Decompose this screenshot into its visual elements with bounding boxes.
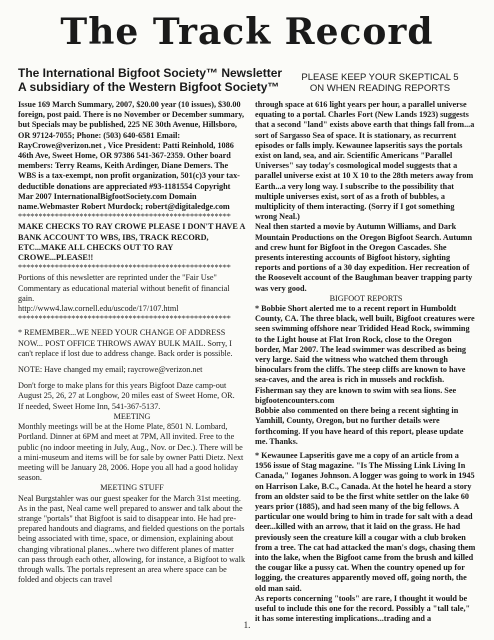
yamhill-report: Bobbie also commented on there being a recent sighting in Yamhill, County, Oregon, but no further details were forthcoming. If you have heard of this report, please update me. Thanks. <box>255 406 464 446</box>
fair-use-link[interactable]: http://www4.law.cornell.edu/uscode/17/107.html <box>18 304 179 314</box>
checks-notice: MAKE CHECKS TO RAY CROWE PLEASE I DON'T HAVE A BANK ACCOUNT TO WBS, IBS, TRACK RECORD, ETC...MAKE ALL CHECKS OUT TO RAY CROWE...PLEASE!! <box>18 222 245 263</box>
skeptic-line-1: PLEASE KEEP YOUR SKEPTICAL <box>301 72 454 83</box>
movie-paragraph: Neal then started a movie by Autumn Williams, and Dark Mountain Productions on the Oregon Bigfoot Search. Autumn and crew hunt for Bigfoot in the Oregon Cascades. She presents interesting accounts of Bigfoot history, sighting reports and portions of a 30 day expedition. Her recreation of the Roosevelt account of the Baughman beaver trapping party was very good. <box>255 222 473 293</box>
star-divider: **************************************************** <box>18 263 231 273</box>
address-change-notice: * REMEMBER...WE NEED YOUR CHANGE OF ADDRESS NOW... POST OFFICE THROWS AWAY BULK MAIL. Sorry, I can't replace if lost due to address change. Back order is possible. <box>18 328 233 358</box>
newsletter-subtitle: The International Bigfoot Society™ Newsletter <box>18 66 283 80</box>
meeting-heading: MEETING <box>113 411 151 421</box>
left-column <box>18 100 246 585</box>
page-number: 1. <box>243 620 251 630</box>
portal-discussion: through space at 616 light years per hour, a parallel universe equating to a portal. Charles Fort (New Lands 1923) suggests that a second "land" exists above earth that things fall from...a sort of Sargasso Sea of space. It is stationary, as recurrent episodes or falls imply. Kewaunee lapseritis says the portals exist on land, sea, and air. Scientific Americans "Parallel Universes" say today's cosmological model suggests that a parallel universe exist at 10 X 10 to the 28th meters away from Earth...a very long way. I subscribe to the possibility that multiple universes exist, sort of as a froth of bubbles, a multiplicity of them interacting. (Sorry if I got something wrong Neal.) <box>255 100 475 222</box>
issue-info: Issue 169 March Summary, 2007, $20.00 year (10 issues), $30.00 foreign, post paid. There is no November or December summary, but Specials may be published, 225 NE 30th Avenue, Hillsboro, OR 97124-7055; Phone: (503) 640-6581 Email: RayCrowe@verizon.net , Vice President: Patti Reinhold, 1086 46th Ave, Sweet Home, OR 97386 541-367-2359. Other board members: Terry Reams, Keith Ardinger, Diane Demers. The WBS is a tax-exempt, non profit organization, 501(c)3 your tax-deductible donations are appreciated #93-1181554 Copyright Mar 2007 InternationalBigfootSociety.com Domain name.Webmaster Robert Murdock; robert@digitaledge.com <box>18 100 245 212</box>
meeting-text: Monthly meetings will be at the Home Plate, 8501 N. Lombard, Portland. Dinner at 6PM and meet at 7PM, All invited. Free to the public (no indoor meeting in July, Aug., Nov. or Dec.). There will be a mini-museum and items will be for sale by owner Patti Dietz. Next meeting will be January 28, 2006. Hope you all had a good holiday season. <box>18 422 244 483</box>
skeptic-notice <box>290 72 470 94</box>
humboldt-report: * Bobbie Short alerted me to a recent report in Humboldt County, CA. The three black, well built, Bigfoot creatures were seen swimming offshore near Tridided Head Rock, swimming to the Light house at Flat Iron Rock, close to the Oregon border, Mar 2007. The lead swimmer was described as being very large. Said the witness who watched them through binoculars from the cliffs. The steep cliffs are known to have sea-caves, and the area is rich in mussels and rockfish. Fisherman say they are known to swim with sea lions. See bigfootencounters.com <box>255 304 475 405</box>
right-column <box>255 100 477 624</box>
lodging-note: If needed, Sweet Home Inn, 541-367-5137. <box>18 401 161 411</box>
meeting-stuff-text: Neal Burgstahler was our guest speaker for the March 31st meeting. As in the past, Neal came well prepared to answer and talk about the strange "portals" that Bigfoot is said to disappear into. He had pre-prepared handouts and diagrams, and fielded questions on the portals being associated with time, space, or dimension, explaining about changing vibrational planes...where two different planes of matter can pass through each other, allowing, for instance, a Bigfoot to walk through walls. The portals represent an area where space can be folded and objects can travel <box>18 493 246 585</box>
star-divider: **************************************************** <box>18 314 231 324</box>
skeptic-mark: 5 <box>453 72 459 83</box>
masthead-title: The Track Record <box>60 11 434 53</box>
fair-use-notice: Portions of this newsletter are reprinted under the "Fair Use" Commentary as educational material without benefit of financial gain. <box>18 273 230 303</box>
star-divider: **************************************************** <box>18 212 231 222</box>
tools-paragraph: As reports concerning "tools" are rare, I thought it would be useful to include this one for the record. Possibly a "tall tale," it has some interesting implications...trading and a <box>255 593 471 624</box>
email-change-note: NOTE: Have changed my email; raycrowe@verizon.net <box>18 365 203 375</box>
campout-notice: Don't forge to make plans for this years Bigfoot Daze camp-out August 25, 26, 27 at Longbow, 20 miles east of Sweet Home, OR. <box>18 381 235 401</box>
skeptic-line-2: ON WHEN READING REPORTS <box>309 83 451 94</box>
stag-magazine-report: * Kewaunee Lapseritis gave me a copy of an article from a 1956 issue of Stag magazine. "Is The Missing Link Living In Canada," Ioganes Johnson. A logger was going to work in 1945 on Harrison Lake, B.C., Canada. At the hotel he heard a story from an oldster said to be the first white settler on the lake 60 years prior (1885), and had seen many of the big fellows. A particular one would bring to him in trade for salt with a dead deer...killed with an arrow, that it laid on the grass. He had previously seen the creature kill a cougar with a club broken from a tree. The cat had attacked the man's dogs, chasing them into the lake, when the Bigfoot came from the brush and killed the cougar like a pussy cat. When the country opened up for logging, the creatures apparently moved off, going north, the old man said. <box>255 450 476 593</box>
meeting-stuff-heading: MEETING STUFF <box>100 483 164 493</box>
bigfoot-reports-heading: BIGFOOT REPORTS <box>329 293 403 303</box>
subsidiary-subtitle: A subsidiary of the Western Bigfoot Society™ <box>18 80 280 94</box>
